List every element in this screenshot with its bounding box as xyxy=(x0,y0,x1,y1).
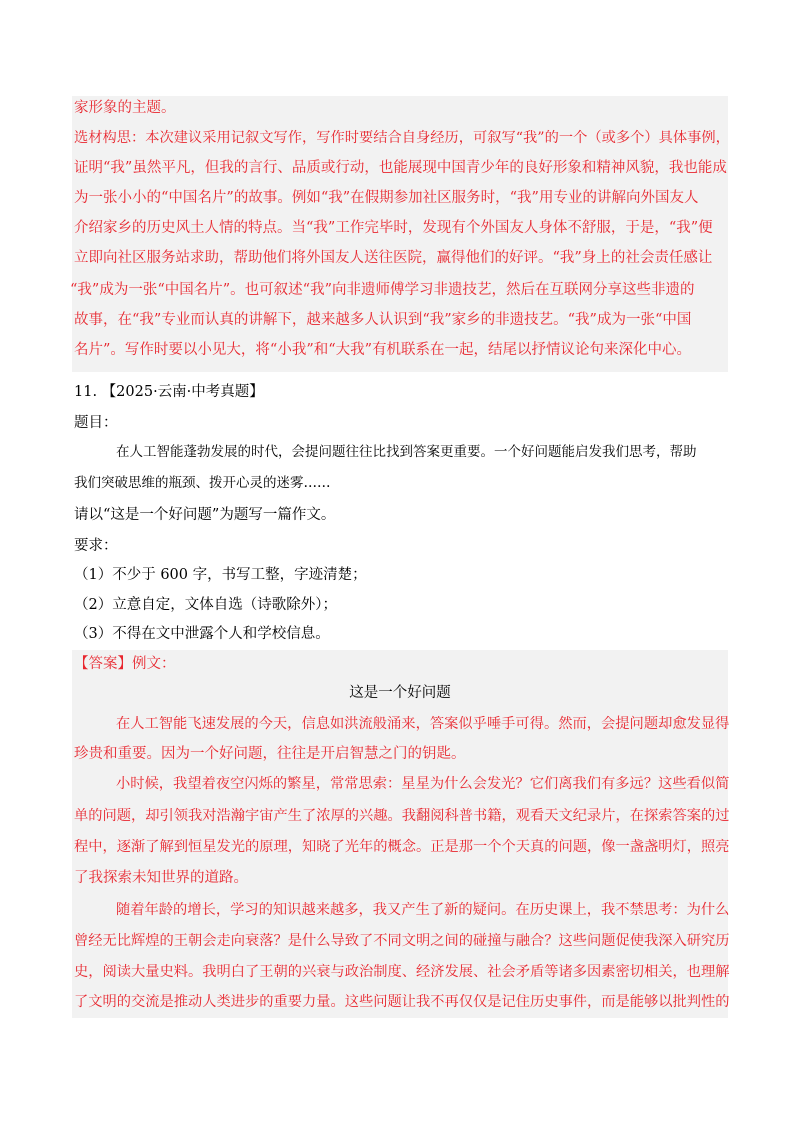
essay-title: 这是一个好问题 xyxy=(349,685,451,701)
question-label: 题目： xyxy=(74,415,118,431)
essay-line: 了我探索未知世界的道路。 xyxy=(74,870,248,886)
prev-answer-line: 选材构思：本次建议采用记叙文写作，写作时要结合自身经历，可叙写“我”的一个（或多个）具体事例， xyxy=(74,130,730,146)
prev-answer-line: 为一张小小的“中国名片”的故事。例如“我”在假期参加社区服务时，“我”用专业的讲解向外国友人 xyxy=(74,190,699,206)
question-prompt-line: 我们突破思维的瓶颈、拨开心灵的迷雾…… xyxy=(74,475,331,491)
requirement-item: （3）不得在文中泄露个人和学校信息。 xyxy=(74,626,330,642)
question-instruction: 请以“这是一个好问题”为题写一篇作文。 xyxy=(74,507,336,523)
answer-tag: 【答案】 xyxy=(74,656,132,672)
prev-answer-line: 故事，在“我”专业而认真的讲解下，越来越多人认识到“我”家乡的非遗技艺。“我”成为一张“中国 xyxy=(74,312,692,328)
question-prompt-line: 在人工智能蓬勃发展的时代，会提问题往往比找到答案更重要。一个好问题能启发我们思考，帮助 xyxy=(116,444,697,460)
prev-answer-line: 家形象的主题。 xyxy=(74,100,176,116)
answer-label: 例文： xyxy=(132,656,176,672)
essay-line: 单的问题，却引领我对浩瀚宇宙产生了浓厚的兴趣。我翻阅科普书籍，观看天文纪录片，在探索答案的过 xyxy=(74,808,730,824)
requirements-label: 要求： xyxy=(74,538,118,554)
essay-line: 在人工智能飞速发展的今天，信息如洪流般涌来，答案似乎唾手可得。然而，会提问题却愈发显得 xyxy=(116,716,730,732)
requirement-item: （1）不少于 600 字，书写工整，字迹清楚； xyxy=(74,567,367,583)
prev-answer-line: “我”成为一张“中国名片”。也可叙述“我”向非遗师傅学习非遗技艺，然后在互联网分享这些非遗的 xyxy=(70,282,695,298)
essay-line: 程中，逐渐了解到恒星发光的原理，知晓了光年的概念。正是那一个个天真的问题，像一盏盏明灯，照亮 xyxy=(74,839,730,855)
prev-answer-line: 立即向社区服务站求助，帮助他们将外国友人送往医院，赢得他们的好评。“我”身上的社会责任感让 xyxy=(74,250,713,266)
essay-line: 了文明的交流是推动人类进步的重要力量。这些问题让我不再仅仅是记住历史事件，而是能够以批判性的 xyxy=(74,994,730,1010)
prev-answer-line: 介绍家乡的历史风土人情的特点。当“我”工作完毕时，发现有个外国友人身体不舒服，于是，“我”便 xyxy=(74,220,713,236)
essay-line: 小时候，我望着夜空闪烁的繁星，常常思索：星星为什么会发光？它们离我们有多远？这些看似简 xyxy=(116,776,730,792)
essay-line: 随着年龄的增长，学习的知识越来越多，我又产生了新的疑问。在历史课上，我不禁思考：为什么 xyxy=(116,902,730,918)
essay-line: 珍贵和重要。因为一个好问题，往往是开启智慧之门的钥匙。 xyxy=(74,746,466,762)
answer-header xyxy=(74,654,176,674)
prev-answer-line: 名片”。写作时要以小见大，将“小我”和“大我”有机联系在一起，结尾以抒情议论句来深化中心。 xyxy=(74,342,692,358)
question-source: 【2025·云南·中考真题】 xyxy=(101,384,264,400)
requirement-item: （2）立意自定，文体自选（诗歌除外）； xyxy=(74,597,337,613)
essay-line: 史，阅读大量史料。我明白了王朝的兴衰与政治制度、经济发展、社会矛盾等诸多因素密切相关，也理解 xyxy=(74,964,730,980)
prev-answer-line: 证明“我”虽然平凡，但我的言行、品质或行动，也能展现中国青少年的良好形象和精神风貌，我也能成 xyxy=(74,160,727,176)
question-number: 11. xyxy=(74,384,98,400)
question-header xyxy=(74,382,264,402)
essay-line: 曾经无比辉煌的王朝会走向衰落？是什么导致了不同文明之间的碰撞与融合？这些问题促使我深入研究历 xyxy=(74,933,730,949)
